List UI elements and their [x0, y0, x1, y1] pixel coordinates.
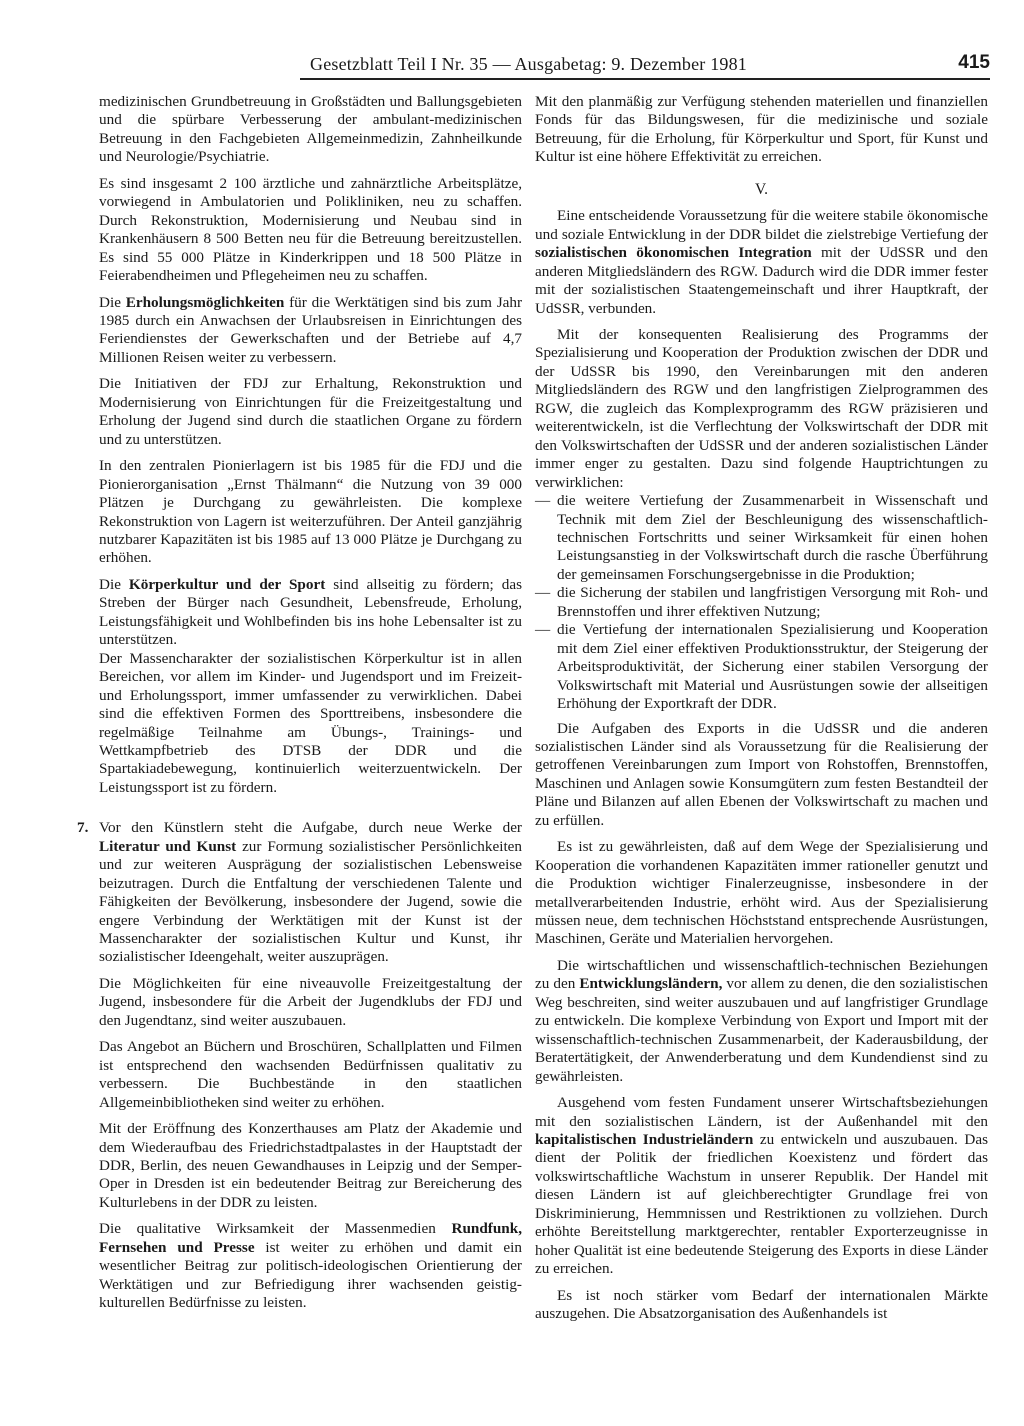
- left-column: [77, 93, 522, 1321]
- right-column: [535, 93, 988, 1332]
- text-run: zur Formung sozialistischer Persönlichkeiten und zur weiteren Ausprägung der sozialistischen Lebensweise beizutragen. Durch die Entfaltung der verschiedenen Talente und Fähigkeiten der Bevölkerung, insbesondere der Jugend, sowie die engere Verbindung der Werktätigen mit der Kunst ist der Massencharakter der sozialistischen Kultur und Kunst, ihr sozialistischer Ideengehalt, weiter auszuprägen.: [99, 837, 522, 966]
- paragraph: [535, 957, 988, 1086]
- list-item-text: die weitere Vertiefung der Zusammenarbeit in Wissenschaft und Technik mit dem Ziel der Beschleunigung des wissenschaftlich-technischen Fortschritts und seiner Wirksamkeit für einen hohen Leistungsanstieg in der Volkswirtschaft durch die rasche Überführung der gemeinsamen Forschungsergebnisse in die Produktion;: [557, 492, 988, 583]
- text-run: vor allem zu denen, die den sozialistischen Weg beschreiten, sind weiter auszubauen und auf langfristiger Grundlage zu entwickeln. Die komplexe Verbindung von Export und Import mit der wissenschaftlich-technischen Zusammenarbeit, der Kaderausbildung, der Beratertätigkeit, der Anwenderberatung und dem Kundendienst sind zu gewährleisten.: [535, 975, 989, 1085]
- text-run: Vor den Künstlern steht die Aufgabe, durch neue Werke der: [99, 819, 522, 837]
- text-run: zu entwickeln und auszubauen. Das dient der Politik der friedlichen Koexistenz und fördert das volkswirtschaftliche Wachstum in unserer Republik. Der Handel mit diesen Ländern ist auf gleichberechtigter Grundlage frei von Diskriminierung, Hemmnissen und Restriktionen zu vollziehen. Durch erhöhte Bereitstellung marktgerechter, rentabler Exporterzeugnisse in hoher Qualität ist eine bedeutende Steigerung des Exports in diese Länder zu erreichen.: [535, 1131, 988, 1278]
- paragraph: [99, 576, 522, 650]
- text-run: für die Werktätigen sind bis zum Jahr 1985 durch ein Anwachsen der Urlaubsreisen in Einrichtungen des Feriendienstes der Gewerkschaften und der Betriebe auf 4,7 Millionen Reisen weiter zu verbessern.: [99, 293, 522, 366]
- dash-bullet: —: [535, 492, 551, 510]
- paragraph: medizinischen Grundbetreuung in Großstädten und Ballungsgebieten und die spürbare Verbesserung der ambulant-medizinischen Betreuung in den Fachgebieten Allgemeinmedizin, Zahnheilkunde und Neurologie/Psychiatrie.: [99, 93, 522, 166]
- text-run: ist weiter zu erhöhen und damit ein wesentlicher Beitrag zur politisch-ideologischen Orientierung der Werktätigen und zur Befriedigung ihrer wachsenden geistig-kulturellen Bedürfnisse zu leisten.: [99, 1238, 522, 1312]
- paragraph: Die Initiativen der FDJ zur Erhaltung, Rekonstruktion und Modernisierung von Einrichtungen für die Freizeitgestaltung und Erholung der Jugend sind durch die staatlichen Organe zu fördern und zu unterstützen.: [99, 375, 522, 448]
- paragraph: Es ist noch stärker vom Bedarf der internationalen Märkte auszugehen. Die Absatzorganisation des Außenhandels ist: [535, 1286, 988, 1323]
- paragraph: Es ist zu gewährleisten, daß auf dem Wege der Spezialisierung und Kooperation die vorhandenen Kapazitäten immer rationeller genutzt und die Produktion wichtiger Finalerzeugnisse, insbesondere in der metallverarbeitenden Industrie, erhöht wird. Aus der Spezialisierung müssen neue, dem technischen Höchststand entsprechende Ausrüstungen, Maschinen, Geräte und Materialien hervorgehen.: [535, 838, 988, 948]
- text-run: Die: [99, 575, 129, 593]
- paragraph: Der Massencharakter der sozialistischen Körperkultur ist in allen Bereichen, vor allem im Kinder- und Jugendsport und im Freizeit- und Erholungssport, immer umfassender zu verwirklichen. Dabei sind die effektiven Formen des Sporttreibens, insbesondere die regelmäßige Teilnahme am Übungs-, Trainings- und Wettkampfbetrieb des DTSB der DDR und die Spartakiadebewegung, kontinuierlich weiterzuentwickeln. Der Leistungssport ist zu fördern.: [99, 649, 522, 796]
- dash-bullet: —: [535, 584, 551, 602]
- page-number: 415: [958, 52, 990, 73]
- bold-term: sozialistischen ökonomischen Integration: [535, 244, 812, 262]
- paragraph: [99, 1220, 522, 1312]
- bold-term: Literatur und Kunst: [99, 837, 237, 855]
- text-run: sind allseitig zu fördern; das Streben der Bürger nach Gesundheit, Lebensfreude, Erholung, Leistungsfähigkeit und Wohlbefinden bis ins hohe Lebensalter ist zu unterstützen.: [99, 575, 522, 649]
- dash-bullet: —: [535, 621, 551, 639]
- paragraph: Die Möglichkeiten für eine niveauvolle Freizeitgestaltung der Jugend, insbesondere für die Arbeit der Jugendklubs der FDJ und den Jugendtanz, sind weiter auszubauen.: [99, 974, 522, 1029]
- paragraph: Mit den planmäßig zur Verfügung stehenden materiellen und finanziellen Fonds für das Bildungswesen, für die medizinische und soziale Betreuung, für die Erholung, für Körperkultur und Sport, für Kunst und Kultur ist eine höhere Effektivität zu erreichen.: [535, 93, 988, 166]
- text-run: Die: [99, 293, 126, 311]
- paragraph: Das Angebot an Büchern und Broschüren, Schallplatten und Filmen ist entsprechend den wachsenden Bedürfnissen qualitativ zu verbessern. Die Buchbestände in den staatlichen Allgemeinbibliotheken sind weiter zu erhöhen.: [99, 1038, 522, 1111]
- text-run: Die wirtschaftlichen und wissenschaftlich-technischen Beziehungen zu den: [535, 956, 988, 993]
- header-rule: [300, 78, 990, 80]
- list-item: [535, 621, 988, 713]
- paragraph: [99, 294, 522, 368]
- list-item: [535, 492, 988, 584]
- page-header: [300, 52, 990, 80]
- dash-list: [535, 492, 988, 713]
- text-run: Ausgehend vom festen Fundament unserer Wirtschaftsbeziehungen mit den sozialistischen Ländern, ist der Außenhandel mit den: [535, 1094, 988, 1130]
- paragraph: Die Aufgaben des Exports in die UdSSR und die anderen sozialistischen Länder sind als Voraussetzung für die Realisierung der getroffenen Vereinbarungen zum Import von Rohstoffen, Brennstoffen, Maschinen und Anlagen sowie Konsumgütern zum festen Bestandteil der Pläne und Bilanzen auf allen Ebenen der Volkswirtschaft zu machen und zu erfüllen.: [535, 719, 988, 829]
- list-item-text: die Vertiefung der internationalen Spezialisierung und Kooperation mit dem Ziel einer effektiven Produktionsstruktur, der Steigerung der Arbeitsproduktivität, der Sicherung einer stabilen Versorgung der Volkswirtschaft mit Material und Ausrüstungen sowie der allseitigen Erhöhung der Exportkraft der DDR.: [557, 621, 988, 713]
- list-item-text: die Sicherung der stabilen und langfristigen Versorgung mit Roh- und Brennstoffen und ihrer effektiven Nutzung;: [557, 584, 988, 620]
- bold-term: Körperkultur und der Sport: [128, 575, 326, 593]
- text-run: Die qualitative Wirksamkeit der Massenmedien: [99, 1220, 452, 1238]
- section-heading: V.: [754, 180, 769, 198]
- paragraph: Mit der konsequenten Realisierung des Programms der Spezialisierung und Kooperation der Produktion zwischen der DDR und der UdSSR bis 1990, den Vereinbarungen mit den anderen Mitgliedsländern des RGW und den langfristigen Zielprogrammen des RGW, die zugleich das Komplexprogramm des RGW präzisieren und weiterentwickeln, ist die Verflechtung der Volkswirtschaft der DDR mit den Volkswirtschaften der UdSSR und der anderen sozialistischen Länder immer enger zu gestalten. Dazu sind folgende Hauptrichtungen zu verwirklichen:: [535, 325, 988, 491]
- text-run: mit der UdSSR und den anderen Mitgliedsländern des RGW. Dadurch wird die DDR immer fester mit der sozialistischen Staatengemeinschaft und ihrer Hauptkraft, der UdSSR, verbunden.: [535, 244, 988, 317]
- bold-term: Entwicklungsländern,: [579, 975, 723, 993]
- bold-term: kapitalistischen Industrieländern: [535, 1131, 754, 1149]
- paragraph: Mit der Eröffnung des Konzerthauses am Platz der Akademie und dem Wiederaufbau des Friedrichstadtpalastes in der Hauptstadt der DDR, Berlin, des neuen Gewandhauses in Leipzig und der Semper-Oper in Dresden ist ein bedeutender Beitrag zur Bereicherung des Kulturlebens in der DDR zu leisten.: [99, 1120, 522, 1211]
- bold-term: Erholungsmöglichkeiten: [125, 293, 285, 311]
- text-run: Eine entscheidende Voraussetzung für die weitere stabile ökonomische und soziale Entwicklung in der DDR bildet die zielstrebige Vertiefung der: [535, 207, 988, 243]
- paragraph: In den zentralen Pionierlagern ist bis 1985 für die FDJ und die Pionierorganisation „Ernst Thälmann“ die Nutzung von 39 000 Plätzen je Durchgang zu gewährleisten. Die komplexe Rekonstruktion von Lagern ist weiterzuführen. Der Anteil ganzjährig nutzbarer Kapazitäten ist bis 1985 auf 13 000 Plätze je Durchgang zu erhöhen.: [99, 457, 522, 567]
- paragraph: Es sind insgesamt 2 100 ärztliche und zahnärztliche Arbeitsplätze, vorwiegend in Ambulatorien und Polikliniken, neu zu schaffen. Durch Rekonstruktion, Modernisierung und Neubau sind in Krankenhäusern 8 500 Betten neu für die Betreuung bereitzustellen. Es sind 55 000 Plätze in Kinderkrippen und 18 500 Plätze in Feierabendheimen und Pflegeheimen neu zu schaffen.: [99, 174, 522, 285]
- paragraph: [535, 1094, 988, 1279]
- bold-term: Rundfunk, Fernsehen und Presse: [99, 1220, 522, 1256]
- header-title: Gesetzblatt Teil I Nr. 35 — Ausgabetag: 9. Dezember 1981: [310, 54, 747, 74]
- item-number: 7.: [77, 819, 89, 837]
- numbered-paragraph: [77, 819, 522, 967]
- list-item: [535, 584, 988, 621]
- paragraph: [535, 207, 988, 318]
